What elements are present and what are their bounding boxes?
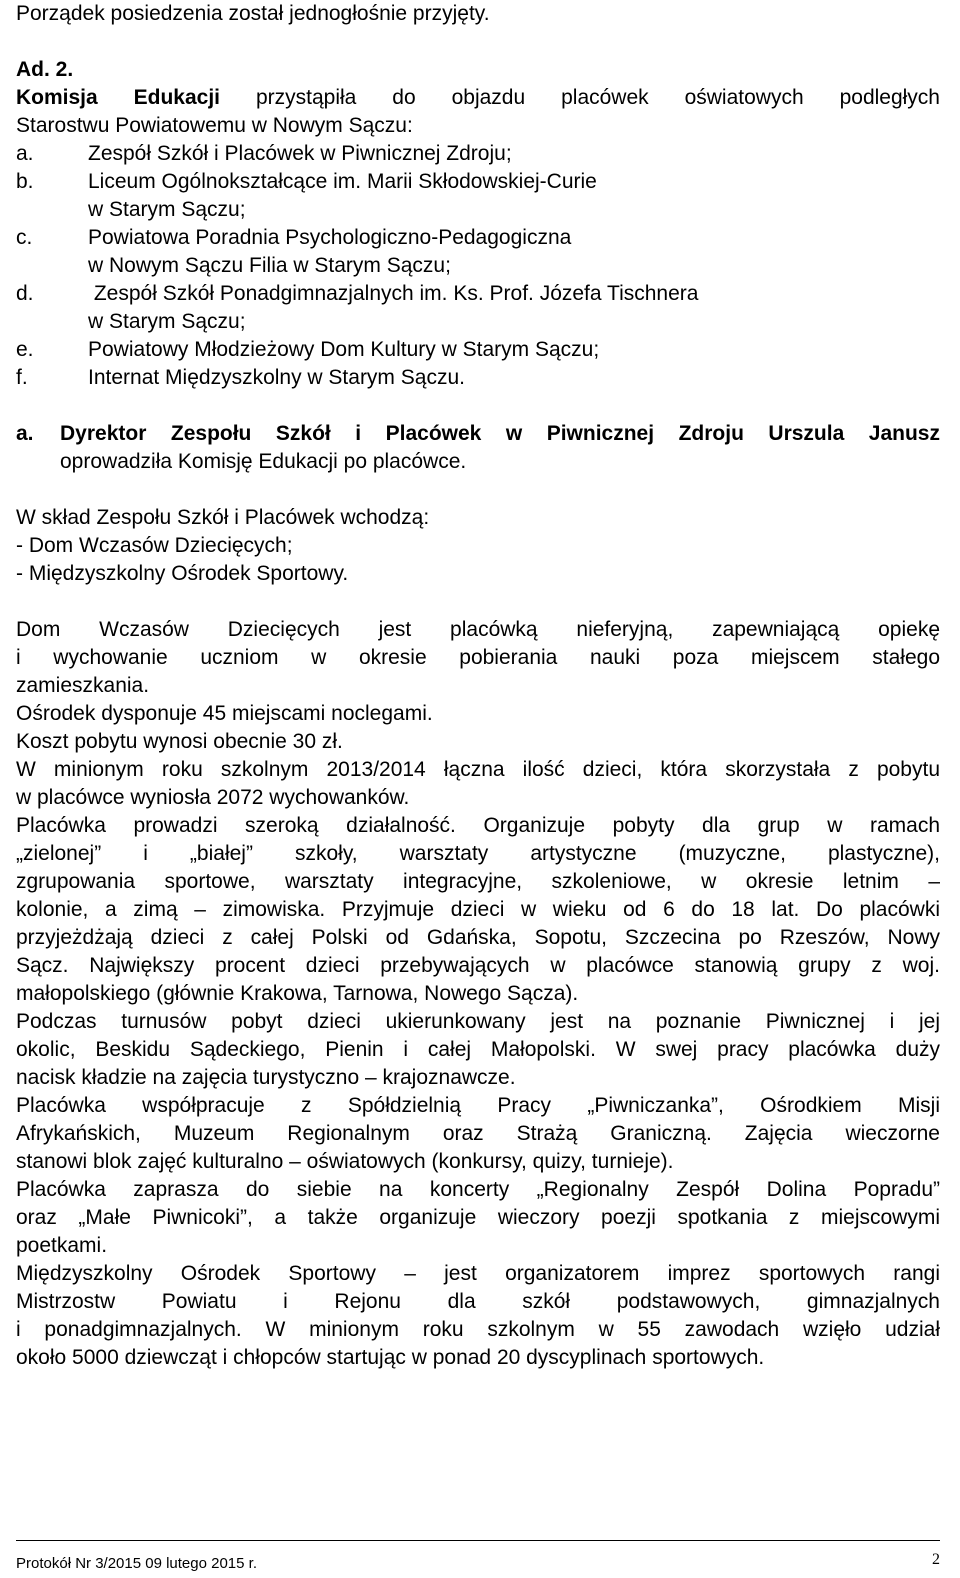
list-item-continuation: w Starym Sączu;: [88, 310, 246, 333]
list-item-label: d.: [16, 282, 34, 305]
body-line: przyjeżdżają dzieci z całej Polski od Gdańska, Sopotu, Szczecina po Rzeszów, Nowy: [16, 926, 940, 949]
section-a-line: a. Dyrektor Zespołu Szkół i Placówek w Piwnicznej Zdroju Urszula Janusz: [16, 422, 940, 445]
body-line: Placówka zaprasza do siebie na koncerty „Regionalny Zespół Dolina Popradu”: [16, 1178, 940, 1201]
body-line: poetkami.: [16, 1234, 108, 1257]
body-line: Podczas turnusów pobyt dzieci ukierunkowany jest na poznanie Piwnicznej i jej: [16, 1010, 940, 1033]
page-number: 2: [932, 1551, 940, 1568]
body-line: zamieszkania.: [16, 674, 150, 697]
body-line: Sącz. Największy procent dzieci przebywających w placówce stanowią grupy z woj.: [16, 954, 940, 977]
list-item-text: Powiatowa Poradnia Psychologiczno-Pedagogiczna: [88, 226, 572, 249]
footer-title: Protokół Nr 3/2015 09 lutego 2015 r.: [16, 1555, 257, 1572]
body-line: „zielonej” i „białej” szkoły, warsztaty artystyczne (muzyczne, plastyczne),: [16, 842, 940, 865]
body-text: [16, 616, 940, 1372]
commission-paragraph-line: Komisja Edukacji przystąpiła do objazdu placówek oświatowych podległych: [16, 86, 940, 109]
list-item: [16, 224, 940, 252]
list-item-text: Zespół Szkół Ponadgimnazjalnych im. Ks. Prof. Józefa Tischnera: [88, 282, 699, 305]
spacer: [16, 476, 940, 504]
commission-paragraph-line: Starostwu Powiatowemu w Nowym Sączu:: [16, 114, 413, 137]
intro-text: Porządek posiedzenia został jednogłośnie przyjęty.: [16, 2, 490, 25]
list-item-label: f.: [16, 366, 28, 389]
body-line: małopolskiego (głównie Krakowa, Tarnowa, Nowego Sącza).: [16, 982, 579, 1005]
list-item-label: a.: [16, 142, 34, 165]
body-line: okolic, Beskidu Sądeckiego, Pienin i całej Małopolski. W swej pracy placówka duży: [16, 1038, 940, 1061]
body-line: Placówka prowadzi szeroką działalność. Organizuje pobyty dla grup w ramach: [16, 814, 940, 837]
composition-block: [16, 504, 940, 588]
composition-line: - Dom Wczasów Dziecięcych;: [16, 534, 293, 557]
body-line: kolonie, a zimą – zimowiska. Przyjmuje dzieci w wieku od 6 do 18 lat. Do placówki: [16, 898, 940, 921]
body-line: około 5000 dziewcząt i chłopców startując w ponad 20 dyscyplinach sportowych.: [16, 1346, 765, 1369]
spacer: [16, 588, 940, 616]
commission-rest: przystąpiła do objazdu placówek oświatowych podległych: [255, 86, 940, 109]
body-line: w placówce wyniosła 2072 wychowanków.: [16, 786, 410, 809]
list-item-label: e.: [16, 338, 34, 361]
section-a-line: oprowadziła Komisję Edukacji po placówce.: [60, 450, 467, 473]
page-footer: [16, 1540, 940, 1571]
body-line: stanowi blok zajęć kulturalno – oświatowych (konkursy, quizy, turnieje).: [16, 1150, 674, 1173]
composition-line: - Międzyszkolny Ośrodek Sportowy.: [16, 562, 349, 585]
agenda-heading: Ad. 2.: [16, 58, 74, 81]
body-line: Dom Wczasów Dziecięcych jest placówką nieferyjną, zapewniającą opiekę: [16, 618, 940, 641]
body-line: Międzyszkolny Ośrodek Sportowy – jest organizatorem imprez sportowych rangi: [16, 1262, 940, 1285]
body-line: Mistrzostw Powiatu i Rejonu dla szkół podstawowych, gimnazjalnych: [16, 1290, 940, 1313]
body-line: Ośrodek dysponuje 45 miejscami noclegami.: [16, 702, 433, 725]
list-item: [16, 280, 940, 308]
body-line: Afrykańskich, Muzeum Regionalnym oraz Strażą Graniczną. Zajęcia wieczorne: [16, 1122, 940, 1145]
section-a-text: Dyrektor Zespołu Szkół i Placówek w Piwnicznej Zdroju Urszula Janusz: [60, 422, 940, 445]
body-line: Koszt pobytu wynosi obecnie 30 zł.: [16, 730, 343, 753]
list-item: [16, 140, 940, 168]
body-line: nacisk kładzie na zajęcia turystyczno – krajoznawcze.: [16, 1066, 516, 1089]
list-item: [16, 168, 940, 196]
body-line: W minionym roku szkolnym 2013/2014 łączna ilość dzieci, która skorzystała z pobytu: [16, 758, 940, 781]
body-line: oraz „Małe Piwnicoki”, a także organizuje wieczory poezji spotkania z miejscowymi: [16, 1206, 940, 1229]
body-line: Placówka współpracuje z Spółdzielnią Pracy „Piwniczanka”, Ośrodkiem Misji: [16, 1094, 940, 1117]
list-item-label: b.: [16, 170, 34, 193]
composition-line: W skład Zespołu Szkół i Placówek wchodzą:: [16, 506, 430, 529]
list-item-continuation: w Nowym Sączu Filia w Starym Sączu;: [88, 254, 451, 277]
list-item-text: Powiatowy Młodzieżowy Dom Kultury w Starym Sączu;: [88, 338, 600, 361]
list-item: [16, 336, 940, 364]
body-line: i ponadgimnazjalnych. W minionym roku szkolnym w 55 zawodach wzięło udział: [16, 1318, 940, 1341]
facility-list: [16, 140, 940, 392]
list-item-text: Zespół Szkół i Placówek w Piwnicznej Zdroju;: [88, 142, 512, 165]
body-line: i wychowanie uczniom w okresie pobierania nauki poza miejscem stałego: [16, 646, 940, 669]
spacer: [16, 28, 940, 56]
spacer: [16, 392, 940, 420]
list-item-text: Internat Międzyszkolny w Starym Sączu.: [88, 366, 465, 389]
document-page: [16, 0, 940, 1372]
body-line: zgrupowania sportowe, warsztaty integracyjne, szkoleniowe, w okresie letnim –: [16, 870, 940, 893]
list-item: [16, 364, 940, 392]
list-item-continuation: w Starym Sączu;: [88, 198, 246, 221]
list-item-label: c.: [16, 226, 33, 249]
list-item-text: Liceum Ogólnokształcące im. Marii Skłodowskiej-Curie: [88, 170, 597, 193]
